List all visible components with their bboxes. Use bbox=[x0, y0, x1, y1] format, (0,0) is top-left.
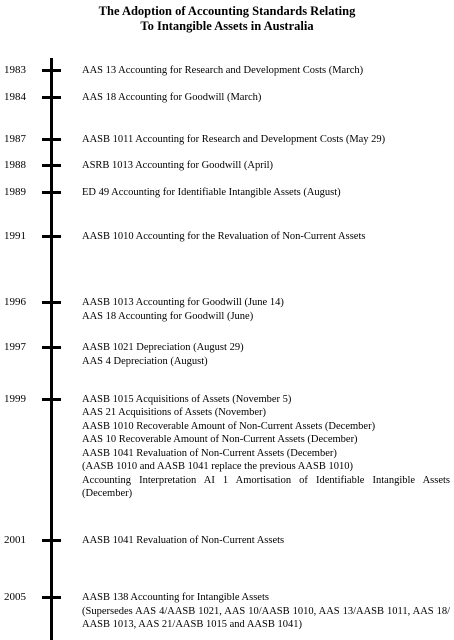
entry-1996-2: AAS 18 Accounting for Goodwill (June) bbox=[82, 311, 254, 322]
timeline-tick-1984 bbox=[42, 96, 61, 99]
entry-1999-2: AAS 21 Acquisitions of Assets (November) bbox=[82, 407, 267, 418]
entry-1999-5: AASB 1041 Revaluation of Non-Current Assets (December) bbox=[82, 448, 337, 459]
entry-1987-1: AASB 1011 Accounting for Research and Development Costs (May 29) bbox=[82, 134, 386, 145]
year-label-1984: 1984 bbox=[4, 91, 26, 103]
year-label-2001: 2001 bbox=[4, 534, 26, 546]
year-label-1997: 1997 bbox=[4, 341, 26, 353]
timeline-tick-2001 bbox=[42, 539, 61, 542]
entry-1996-1: AASB 1013 Accounting for Goodwill (June 14) bbox=[82, 297, 284, 308]
entry-1999-7: Accounting Interpretation AI 1 Amortisation of Identifiable Intangible Assets (December) bbox=[82, 475, 450, 500]
timeline-tick-2005 bbox=[42, 596, 61, 599]
entry-1999-4: AAS 10 Recoverable Amount of Non-Current Assets (December) bbox=[82, 434, 358, 445]
timeline-tick-1996 bbox=[42, 301, 61, 304]
entry-1997-2: AAS 4 Depreciation (August) bbox=[82, 356, 208, 367]
year-label-1996: 1996 bbox=[4, 296, 26, 308]
entry-1999-3: AASB 1010 Recoverable Amount of Non-Current Assets (December) bbox=[82, 421, 376, 432]
timeline-tick-1987 bbox=[42, 138, 61, 141]
entry-2001-1: AASB 1041 Revaluation of Non-Current Assets bbox=[82, 535, 285, 546]
entry-1984-1: AAS 18 Accounting for Goodwill (March) bbox=[82, 92, 262, 103]
timeline-tick-1989 bbox=[42, 191, 61, 194]
timeline-tick-1991 bbox=[42, 235, 61, 238]
entry-1988-1: ASRB 1013 Accounting for Goodwill (April) bbox=[82, 160, 274, 171]
timeline-axis bbox=[50, 58, 53, 640]
diagram-title-line-1: The Adoption of Accounting Standards Relating bbox=[98, 4, 356, 18]
entry-1999-6: (AASB 1010 and AASB 1041 replace the previous AASB 1010) bbox=[82, 461, 353, 472]
entry-1991-1: AASB 1010 Accounting for the Revaluation of Non-Current Assets bbox=[82, 231, 366, 242]
entry-1999-1: AASB 1015 Acquisitions of Assets (November 5) bbox=[82, 394, 292, 405]
timeline-tick-1983 bbox=[42, 69, 61, 72]
year-label-1991: 1991 bbox=[4, 230, 26, 242]
entry-1989-1: ED 49 Accounting for Identifiable Intangible Assets (August) bbox=[82, 187, 341, 198]
entry-1983-1: AAS 13 Accounting for Research and Development Costs (March) bbox=[82, 65, 364, 76]
year-label-2005: 2005 bbox=[4, 591, 26, 603]
entry-2005-1: AASB 138 Accounting for Intangible Assets bbox=[82, 592, 269, 603]
entry-2005-2: (Supersedes AAS 4/AASB 1021, AAS 10/AASB 1010, AAS 13/AASB 1011, AAS 18/ AASB 1013, AAS 21/AASB 1015 and AASB 1041) bbox=[82, 606, 450, 631]
timeline-tick-1997 bbox=[42, 346, 61, 349]
year-label-1989: 1989 bbox=[4, 186, 26, 198]
diagram-title-line-2: To Intangible Assets in Australia bbox=[140, 19, 314, 33]
timeline-tick-1988 bbox=[42, 164, 61, 167]
entry-1997-1: AASB 1021 Depreciation (August 29) bbox=[82, 342, 244, 353]
timeline-tick-1999 bbox=[42, 398, 61, 401]
year-label-1988: 1988 bbox=[4, 159, 26, 171]
year-label-1999: 1999 bbox=[4, 393, 26, 405]
year-label-1987: 1987 bbox=[4, 133, 26, 145]
year-label-1983: 1983 bbox=[4, 64, 26, 76]
